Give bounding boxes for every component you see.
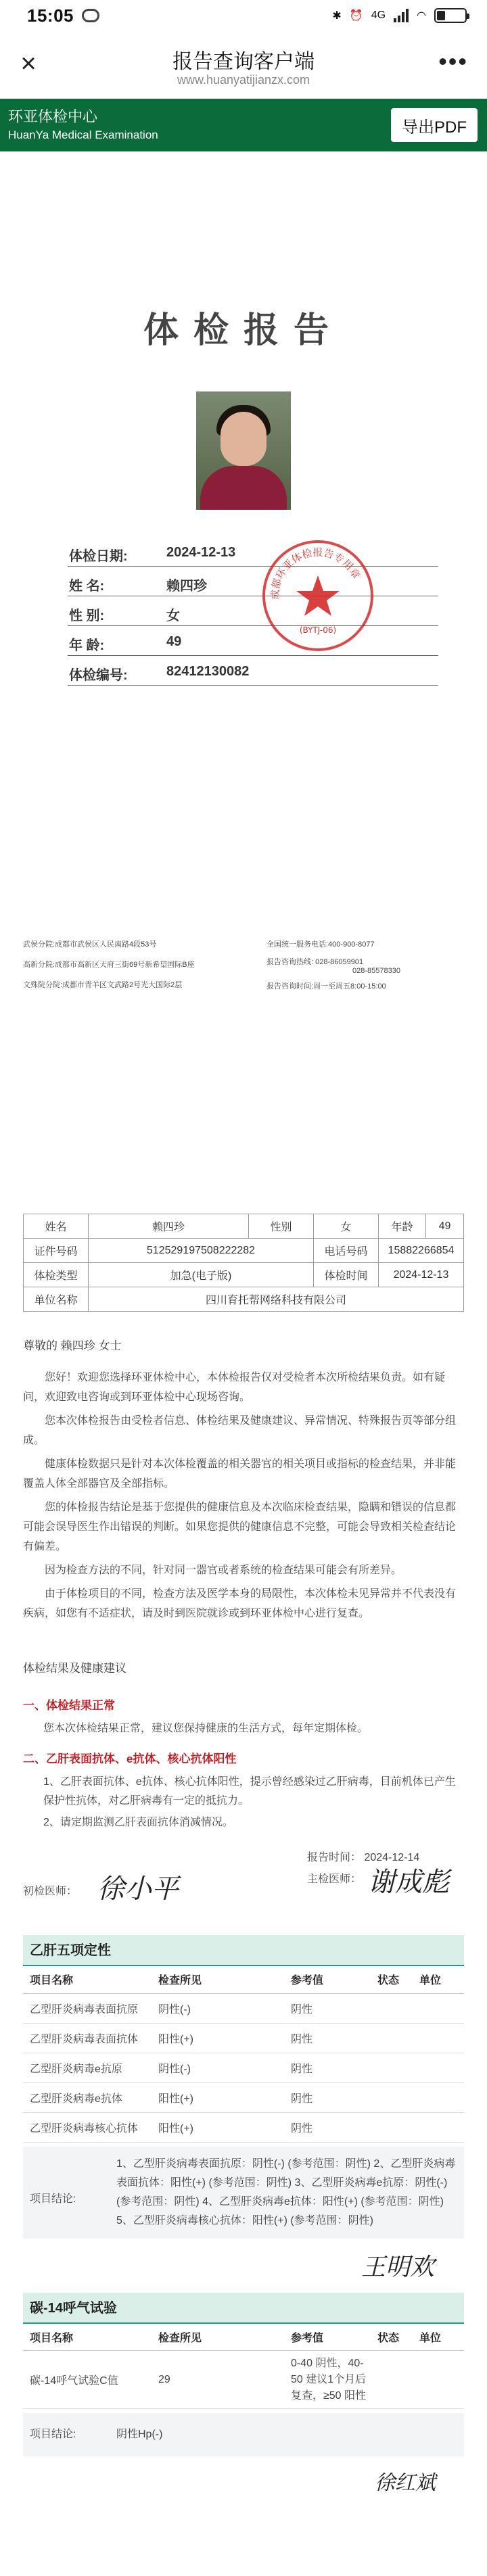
exam-number-row: 体检编号: 82412130082 [68, 656, 438, 686]
official-stamp [260, 538, 375, 653]
browser-nav-bar [0, 31, 487, 99]
panel-hbv-title: 乙肝五项定性 [23, 1935, 464, 1966]
first-doctor-label: 初检医师： [23, 1886, 78, 1897]
page-url: www.huanyatijianzx.com [177, 73, 310, 87]
cover-footer: 武侯分院:成都市武侯区人民南路4段53号 高新分院:成都市高新区天府三街69号新希望国际B座 文殊院分院:成都市青羊区文武路2号光大国际2层 全国统一服务电话:400-900-8077 报告咨询热线: 028-86059901 028-85578330 报告咨询时间:周一至周五8:00-15:00 [23, 940, 400, 991]
exam-type: 加急(电子版) [89, 1263, 314, 1287]
svg-text:(BYTJ-06): (BYTJ-06) [299, 625, 337, 635]
hbv-table: 项目名称 检查所见 参考值 状态 单位 乙型肝炎病毒表面抗原 阴性(-) 阴性 乙型肝炎病毒表面抗体 阳性(+) 阴性 乙型肝炎病毒e抗原 阴性(-) 阴性 乙型肝炎病毒e抗体 阳性(+) 阴性 乙型肝炎病毒核心抗体 阳性(+) 阴性 [23, 1966, 464, 2143]
network-type: 4G [371, 9, 386, 21]
main-doctor-label: 主检医师： [307, 1874, 362, 1885]
exam-time: 2024-12-13 [379, 1263, 464, 1287]
breath-table: 项目名称 检查所见 参考值 状态 单位 碳-14呼气试验C值 29 0-40 阴性，40-50 建议1个月后复查，≥50 阳性 [23, 2324, 464, 2410]
table-row: 乙型肝炎病毒表面抗原 阴性(-) 阴性 [23, 1993, 464, 2023]
brand-name-cn: 环亚体检中心 [8, 108, 98, 125]
name-row: 姓 名: 赖四珍 [68, 567, 438, 596]
battery-icon [434, 8, 467, 23]
status-bar [0, 0, 487, 31]
age-row: 年 龄: 49 [68, 626, 438, 656]
table-row: 乙型肝炎病毒表面抗体 阳性(+) 阴性 [23, 2023, 464, 2053]
alarm-icon: ⏰ [349, 10, 363, 22]
result-heading-1: 一、体检结果正常 [23, 1699, 115, 1712]
breath-signoff [23, 2456, 464, 2497]
result-heading-2: 二、乙肝表面抗体、e抗体、核心抗体阳性 [23, 1752, 237, 1765]
first-doctor-signature: 徐小平 [97, 1874, 179, 1905]
export-pdf-button[interactable]: 导出PDF [391, 108, 478, 142]
result-item: 2、请定期监测乙肝表面抗体消减情况。 [43, 1817, 233, 1828]
exam-date-row: 体检日期: 2024-12-13 [68, 537, 438, 567]
patient-photo [196, 391, 291, 510]
patient-phone: 15882266854 [379, 1239, 464, 1263]
table-row: 乙型肝炎病毒核心抗体 阳性(+) 阴性 [23, 2112, 464, 2142]
clock: 15:05 [27, 5, 74, 26]
table-row: 碳-14呼气试验C值 29 0-40 阴性，40-50 建议1个月后复查，≥50 阳性 [23, 2351, 464, 2409]
employer: 四川育托帮网络科技有限公司 [89, 1287, 464, 1312]
hbv-signoff [23, 2239, 464, 2293]
wechat-icon [82, 9, 99, 22]
greeting: 尊敬的 赖四珍 女士 [23, 1339, 122, 1352]
table-row: 乙型肝炎病毒e抗原 阴性(-) 阴性 [23, 2053, 464, 2082]
patient-name: 赖四珍 [89, 1214, 249, 1239]
result-text-1: 您本次体检结果正常，建议您保持健康的生活方式，每年定期体检。 [43, 1723, 369, 1734]
intro-letter: 您好！欢迎您选择环亚体检中心，本体检报告仅对受检者本次所检结果负责。如有疑问，欢迎致电咨询或到环亚体检中心现场咨询。 您本次体检报告由受检者信息、体检结果及健康建议、异常情况、特殊报告页等部分组成。 健康体检数据只是针对本次体检覆盖的相关器官的相关项目或指标的检查结果，并非能覆盖人体全部器官及全部指标。 您的体检报告结论是基于您提供的健康信息及本次临床检查结果，隐瞒和错误的信息都可能会误导医生作出错误的判断。如果您提供的健康信息不完整，可能会导致相关检查结论有偏差。 因为检查方法的不同，针对同一器官或者系统的检查结果可能会有所差异。 由于体检项目的不同，检查方法及医学本身的局限性，本次体检未见异常并不代表没有疾病，如您有不适症状，请及时到医院就诊或到环亚体检中心进行复查。 [23, 1372, 457, 1619]
close-icon[interactable]: × [20, 49, 37, 78]
svg-text:成都环亚体检报告专用章: 成都环亚体检报告专用章 [269, 546, 363, 600]
signoff [23, 1847, 464, 1928]
wifi-icon: ◠ [417, 10, 426, 22]
panel-breath-title: 碳-14呼气试验 [23, 2293, 464, 2324]
hbv-conclusion: 项目结论: 1、乙型肝炎病毒表面抗原：阴性(-) (参考范围：阴性) 2、乙型肝炎病毒表面抗体：阳性(+) (参考范围：阴性) 3、乙型肝炎病毒e抗原：阴性(-) (参考范围：阴性) 4、乙型肝炎病毒e抗体：阳性(+) (参考范围：阴性) 5、乙型肝炎病毒核心抗体：阳性(+) (参考范围：阴性) [23, 2147, 464, 2239]
brand-name-en: HuanYa Medical Examination [8, 128, 158, 141]
hbv-doctor-signature: 王明欢 [361, 2253, 435, 2281]
patient-id: 512529197508222282 [89, 1239, 314, 1263]
signal-icon [394, 9, 409, 22]
page-title: 报告查询客户端 [172, 51, 315, 73]
report-time: 报告时间： 2024-12-14 [307, 1852, 420, 1863]
result-item: 1、乙肝表面抗体、e抗体、核心抗体阳性，提示曾经感染过乙肝病毒，目前机体已产生保护性抗体，对乙肝病毒有一定的抵抗力。 [43, 1776, 456, 1807]
more-icon[interactable]: ••• [438, 47, 468, 75]
brand-header [0, 99, 487, 151]
results-title: 体检结果及健康建议 [23, 1662, 126, 1675]
sex-row: 性 别: 女 [68, 596, 438, 626]
breath-conclusion: 项目结论: 阴性Hp(-) [23, 2413, 464, 2456]
patient-sex: 女 [314, 1214, 379, 1239]
table-row: 乙型肝炎病毒e抗体 阳性(+) 阴性 [23, 2082, 464, 2112]
main-doctor-signature: 谢成彪 [368, 1867, 449, 1898]
report-body [23, 1214, 464, 2497]
report-cover [0, 151, 487, 936]
basic-info-table: 姓名 赖四珍 性别 女 年龄 49 证件号码 512529197508222282 电话号码 15882266854 体检类型 加急(电子版) 体检时间 2024-12-13 单位名称 四川育托帮网络科技有限公司 [23, 1214, 464, 1312]
breath-doctor-signature: 徐红斌 [375, 2471, 436, 2495]
patient-age: 49 [426, 1214, 464, 1239]
bluetooth-icon: ✱ [332, 10, 342, 22]
cover-title: 体检报告 [143, 311, 344, 350]
